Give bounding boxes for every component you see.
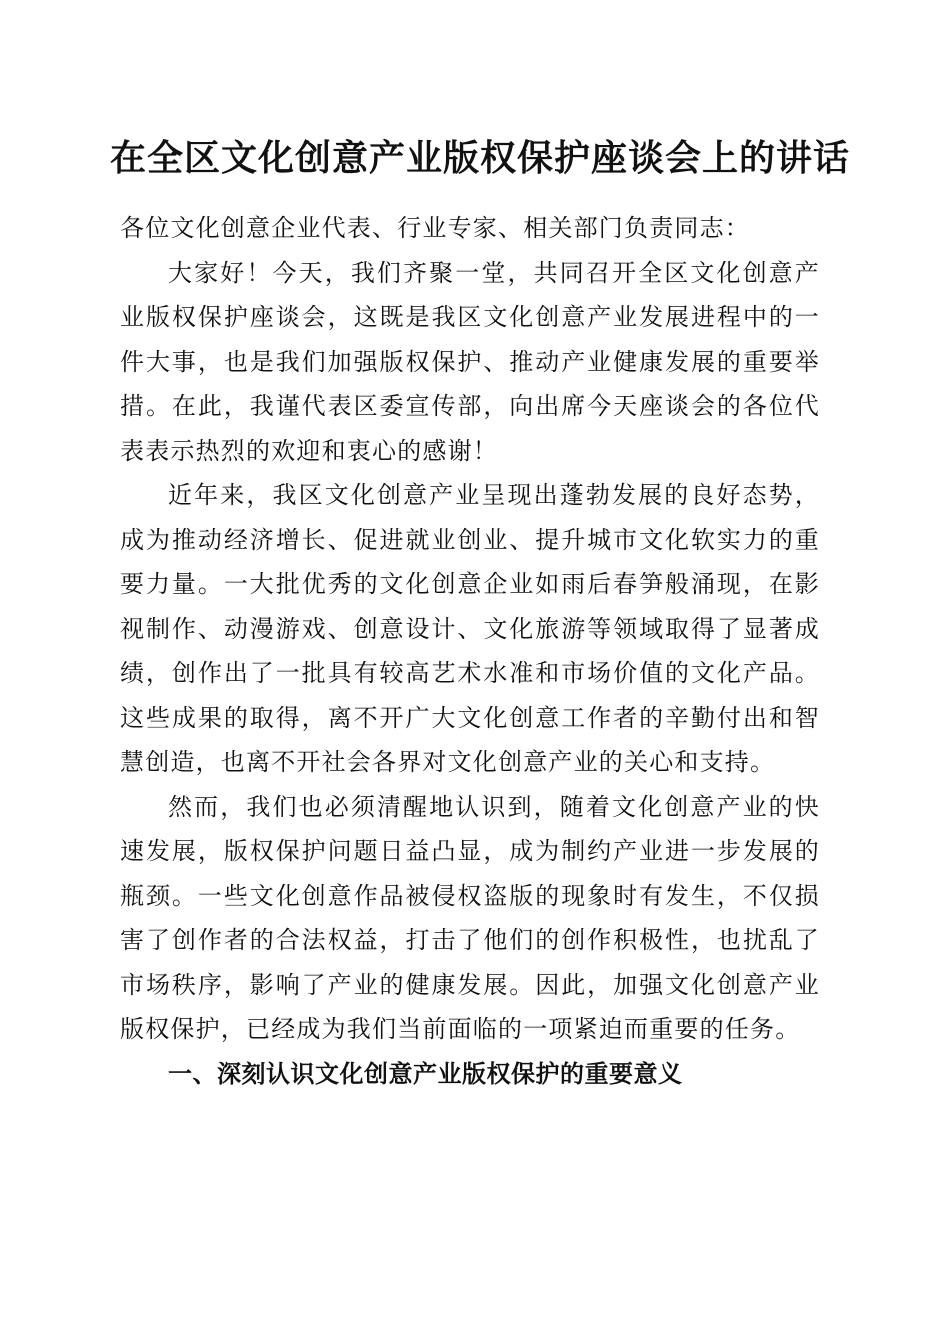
section-heading: 一、深刻认识文化创意产业版权保护的重要意义 [168,1059,683,1088]
document-title: 在全区文化创意产业版权保护座谈会上的讲话 [110,137,851,179]
salutation: 各位文化创意企业代表、行业专家、相关部门负责同志： [120,214,750,242]
paragraph-development: 近年来，我区文化创意产业呈现出蓬勃发展的良好态势，成为推动经济增长、促进就业创业、提升城市文化软实力的重要力量。一大批优秀的文化创意企业如雨后春笋般涌现，在影视制作、动漫游戏、创意设计、文化旅游等领域取得了显著成绩，创作出了一批具有较高艺术水准和市场价值的文化产品。这些成果的取得，离不开广大文化创意工作者的辛勤付出和智慧创造，也离不开社会各界对文化创意产业的关心和支持。 [120,481,820,776]
document-body [120,206,820,1096]
paragraph-opening: 大家好！今天，我们齐聚一堂，共同召开全区文化创意产业版权保护座谈会，这既是我区文化创意产业发展进程中的一件大事，也是我们加强版权保护、推动产业健康发展的重要举措。在此，我谨代表区委宣传部，向出席今天座谈会的各位代表表示热烈的欢迎和衷心的感谢！ [120,258,820,465]
paragraph-challenges: 然而，我们也必须清醒地认识到，随着文化创意产业的快速发展，版权保护问题日益凸显，成为制约产业进一步发展的瓶颈。一些文化创意作品被侵权盗版的现象时有发生，不仅损害了创作者的合法权益，打击了他们的创作积极性，也扰乱了市场秩序，影响了产业的健康发展。因此，加强文化创意产业版权保护，已经成为我们当前面临的一项紧迫而重要的任务。 [120,792,820,1043]
